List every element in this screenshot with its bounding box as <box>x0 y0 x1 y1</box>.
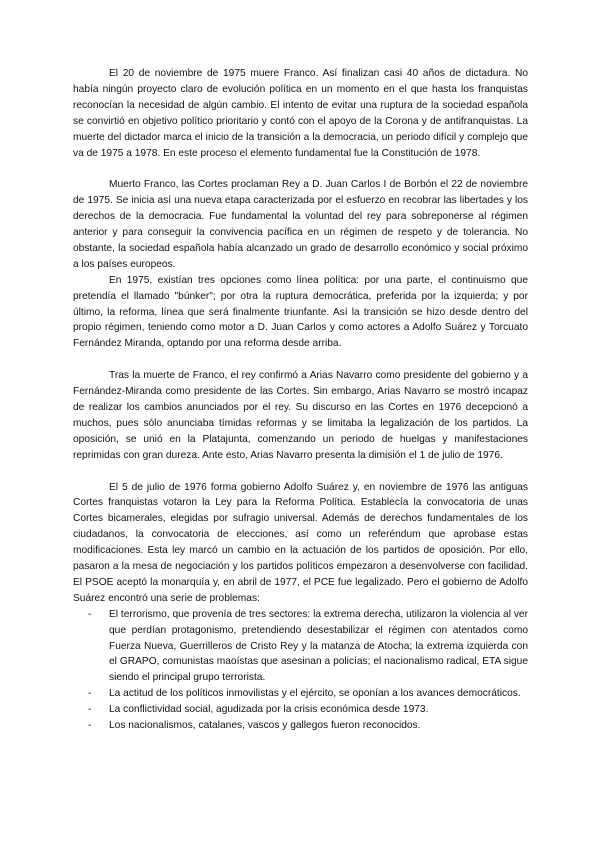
list-item <box>73 607 528 687</box>
list-item <box>73 686 528 702</box>
document-page <box>73 66 528 734</box>
paragraph-juan-carlos: Muerto Franco, las Cortes proclaman Rey a D. Juan Carlos I de Borbón el 22 de noviembre de 1975. Se inicia así una nueva etapa caracterizada por el esfuerzo en recobrar las libertades y los derechos de la democracia. Fue fundamental la voluntad del rey para sobreponerse al régimen anterior y para conseguir la convivencia pacífica en un régimen de respeto y de tolerancia. No obstante, la sociedad española había alcanzado un grado de desarrollo económico y social próximo a los países europeos. <box>73 179 528 270</box>
list-bullet: - <box>88 720 92 732</box>
list-bullet: - <box>88 688 92 700</box>
list-item <box>73 718 528 734</box>
list-item-text: La conflictividad social, agudizada por la crisis económica desde 1973. <box>109 704 429 716</box>
list-item <box>73 702 528 718</box>
list-item-text: El terrorismo, que provenía de tres sectores: la extrema derecha, utilizaron la violencia al ver que perdían protagonismo, pretendiendo desestabilizar el régimen con atentados como Fuerza Nueva, Guerrilleros de Cristo Rey y la matanza de Atocha; la extrema izquierda con el GRAPO, comunistas maoístas que asesinan a policías; el nacionalismo radical, ETA sigue siendo el principal grupo terrorista. <box>109 608 528 684</box>
list-bullet: - <box>88 704 92 716</box>
problems-list <box>73 607 528 734</box>
list-item-text: Los nacionalismos, catalanes, vascos y gallegos fueron reconocidos. <box>109 720 421 732</box>
list-bullet: - <box>88 608 92 620</box>
paragraph-adolfo-suarez: El 5 de julio de 1976 forma gobierno Adolfo Suárez y, en noviembre de 1976 las antiguas Cortes franquistas votaron la Ley para la Reforma Política. Establecía la convocatoria de unas Cortes bicamerales, elegidas por sufragio universal. Además de derechos fundamentales de los ciudadanos, la convocatoria de elecciones, así como un referéndum que aprobase estas modificaciones. Esta ley marcó un cambio en la actuación de los partidos de oposición. Por ello, pasaron a la mesa de negociación y los partidos políticos empezaron a desenvolverse con facilidad. El PSOE aceptó la monarquía y, en abril de 1977, el PCE fue legalizado. Pero el gobierno de Adolfo Suárez encontró una serie de problemas: <box>73 481 528 604</box>
paragraph-franco-death: El 20 de noviembre de 1975 muere Franco. Así finalizan casi 40 años de dictadura. No había ningún proyecto claro de evolución política en un momento en el que hasta los franquistas reconocían la necesidad de algún cambio. El intento de evitar una ruptura de la sociedad española se convirtió en objetivo político prioritario y contó con el apoyo de la Corona y de antifranquistas. La muerte del dictador marca el inicio de la transición a la democracia, un periodo difícil y complejo que va de 1975 a 1978. En este proceso el elemento fundamental fue la Constitución de 1978. <box>73 68 528 159</box>
paragraph-arias-navarro: Tras la muerte de Franco, el rey confirmó a Arias Navarro como presidente del gobierno y a Fernández-Miranda como presidente de las Cortes. Sin embargo, Arias Navarro se mostró incapaz de realizar los cambios anunciados por el rey. Su discurso en las Cortes en 1976 decepcionó a muchos, pues sólo anunciaba tímidas reformas y se limitaba la legalización de los partidos. La oposición, se unió en la Platajunta, comenzando un periodo de huelgas y manifestaciones reprimidas con gran dureza. Ante esto, Arias Navarro presenta la dimisión el 1 de julio de 1976. <box>73 370 528 461</box>
paragraph-political-options: En 1975, existían tres opciones como línea política: por una parte, el continuismo que pretendía el llamado "búnker"; por otra la ruptura democrática, preferida por la izquierda; y por último, la reforma, línea que será finalmente triunfante. Así la transición se hizo desde dentro del propio régimen, teniendo como motor a D. Juan Carlos y como actores a Adolfo Suárez y Torcuato Fernández Miranda, optando por una reforma desde arriba. <box>73 274 528 350</box>
list-item-text: La actitud de los políticos inmovilistas y el ejército, se oponían a los avances democráticos. <box>109 688 521 700</box>
